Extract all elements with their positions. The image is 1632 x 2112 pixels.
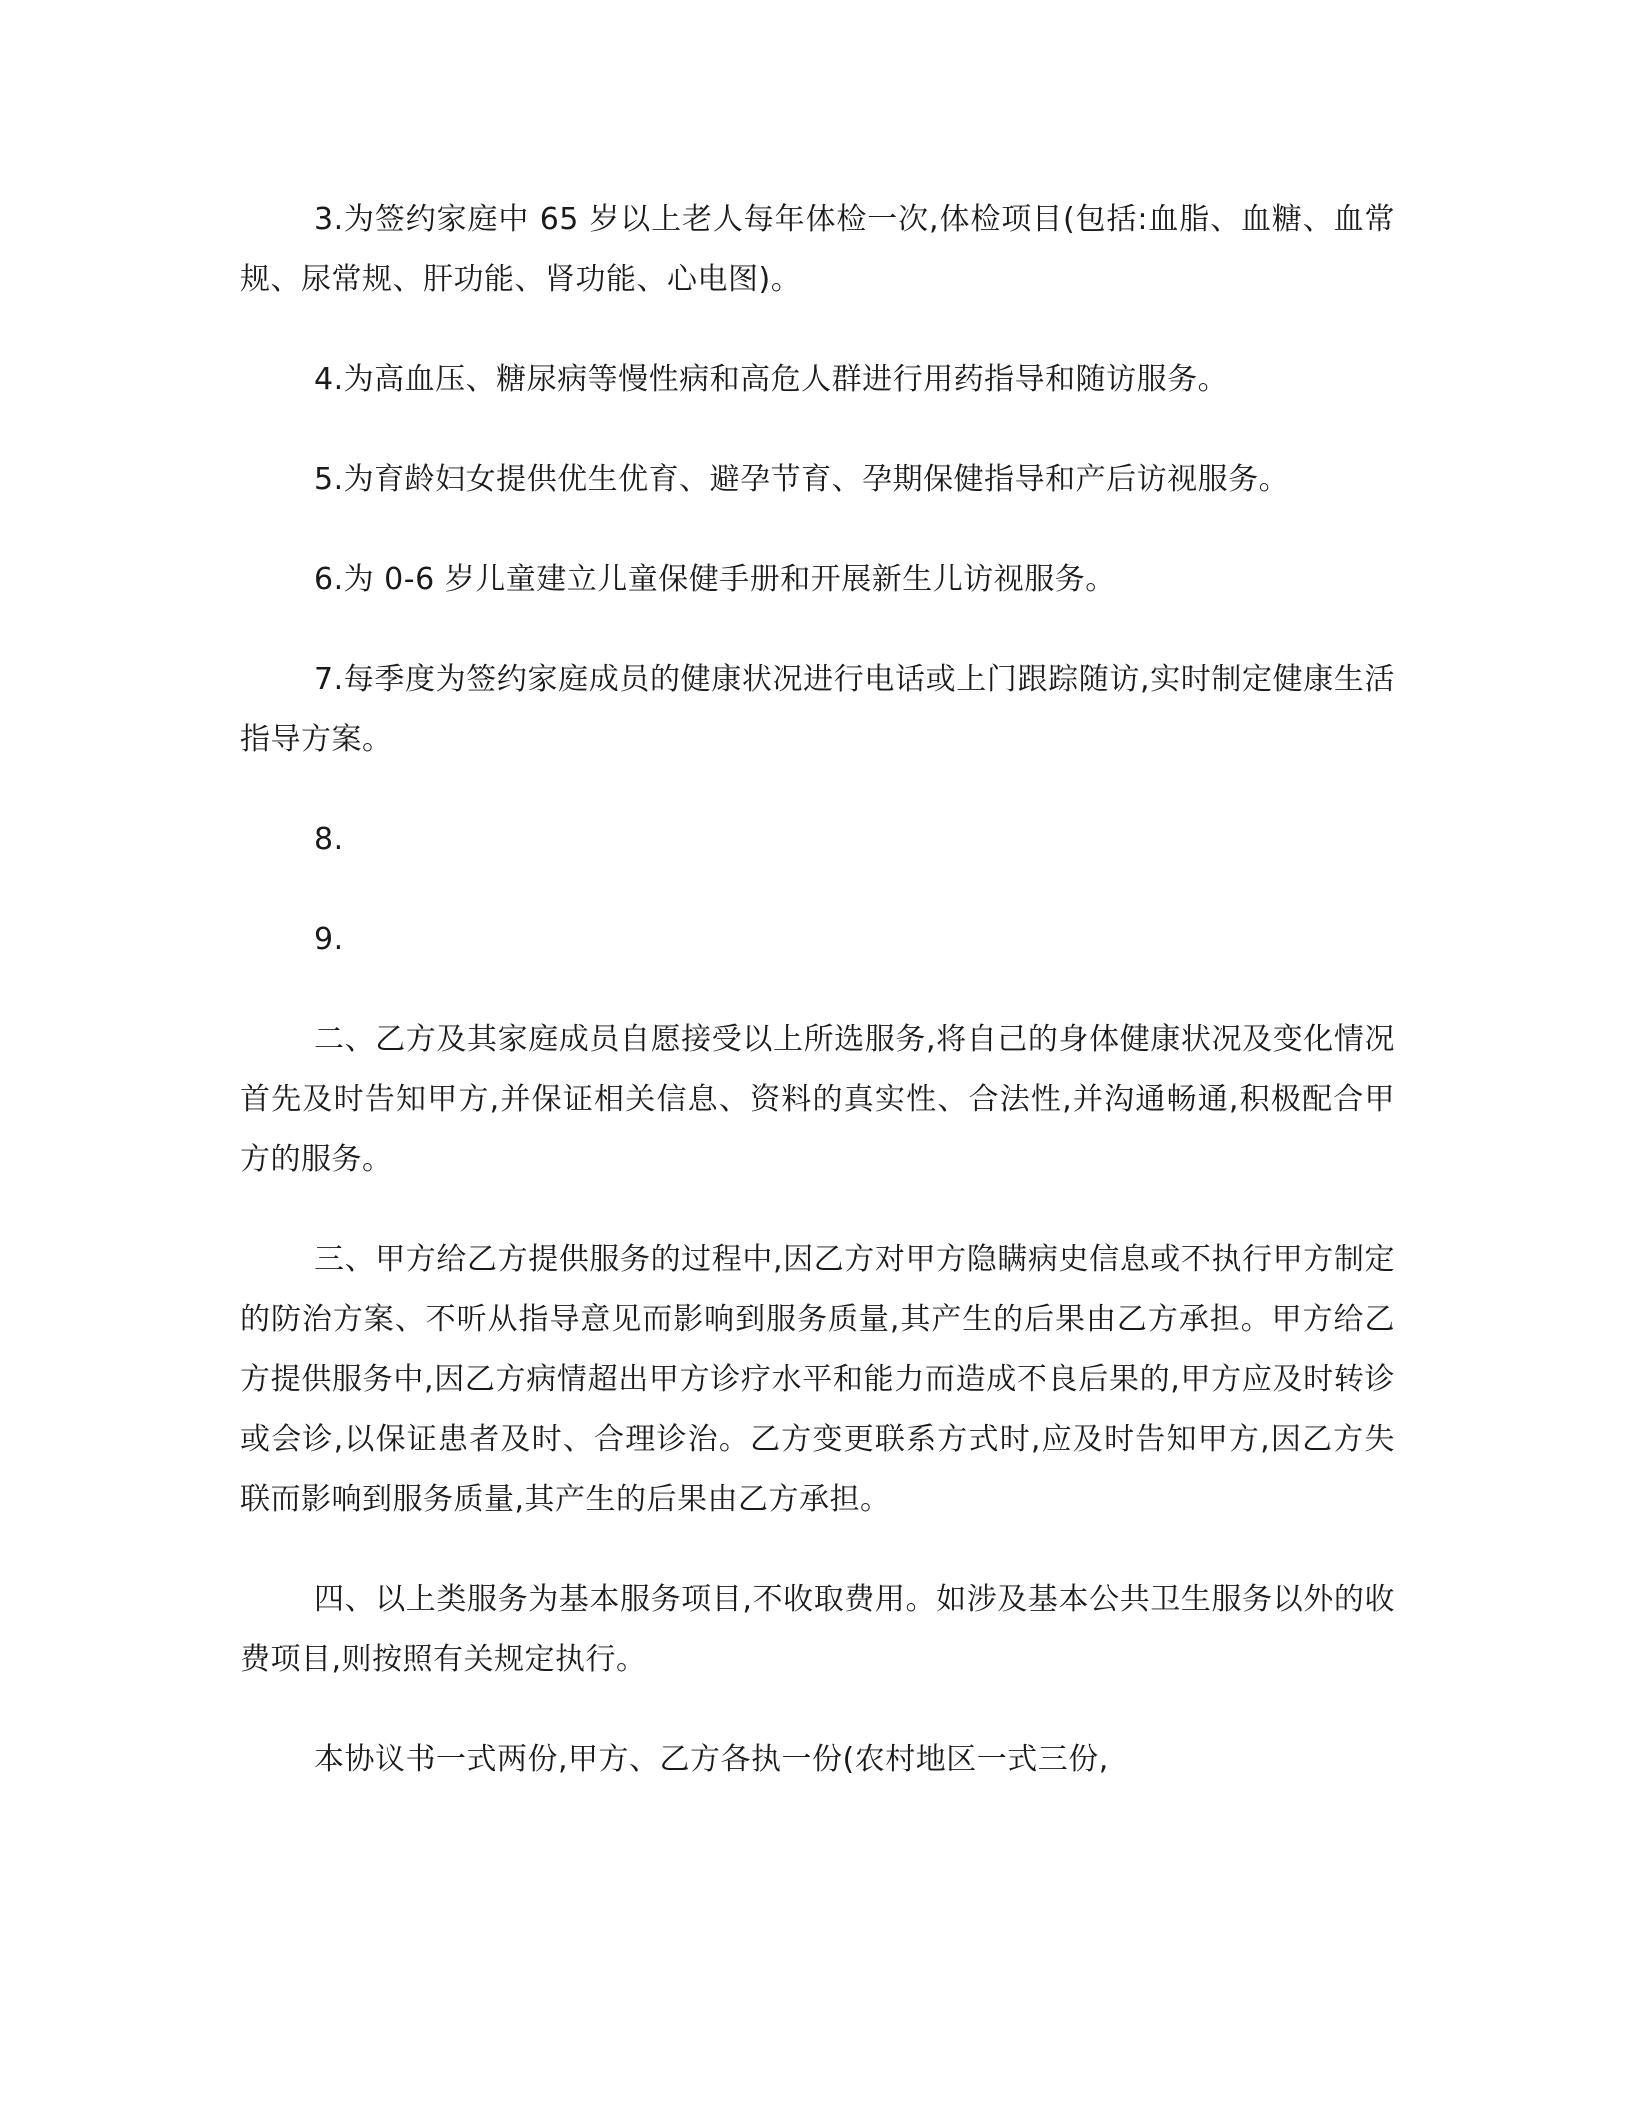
clause-5: 5.为育龄妇女提供优生优育、避孕节育、孕期保健指导和产后访视服务。	[314, 462, 1290, 497]
clause-7: 7.每季度为签约家庭成员的健康状况进行电话或上门跟踪随访,实时制定健康生活指导方案。	[240, 662, 1395, 757]
clause-3: 3.为签约家庭中 65 岁以上老人每年体检一次,体检项目(包括:血脂、血糖、血常规、尿常规、肝功能、肾功能、心电图)。	[240, 202, 1395, 297]
section-four: 四、以上类服务为基本服务项目,不收取费用。如涉及基本公共卫生服务以外的收费项目,则按照有关规定执行。	[240, 1582, 1395, 1677]
document-body	[240, 190, 1395, 1830]
clause-8: 8.	[314, 822, 344, 857]
section-two: 二、乙方及其家庭成员自愿接受以上所选服务,将自己的身体健康状况及变化情况首先及时告知甲方,并保证相关信息、资料的真实性、合法性,并沟通畅通,积极配合甲方的服务。	[240, 1022, 1395, 1177]
clause-9: 9.	[314, 922, 344, 957]
agreement-copies: 本协议书一式两份,甲方、乙方各执一份(农村地区一式三份,	[314, 1742, 1109, 1777]
clause-6: 6.为 0-6 岁儿童建立儿童保健手册和开展新生儿访视服务。	[314, 562, 1116, 597]
section-three: 三、甲方给乙方提供服务的过程中,因乙方对甲方隐瞒病史信息或不执行甲方制定的防治方案、不听从指导意见而影响到服务质量,其产生的后果由乙方承担。甲方给乙方提供服务中,因乙方病情超出甲方诊疗水平和能力而造成不良后果的,甲方应及时转诊或会诊,以保证患者及时、合理诊治。乙方变更联系方式时,应及时告知甲方,因乙方失联而影响到服务质量,其产生的后果由乙方承担。	[240, 1242, 1395, 1517]
clause-4: 4.为高血压、糖尿病等慢性病和高危人群进行用药指导和随访服务。	[314, 362, 1229, 397]
